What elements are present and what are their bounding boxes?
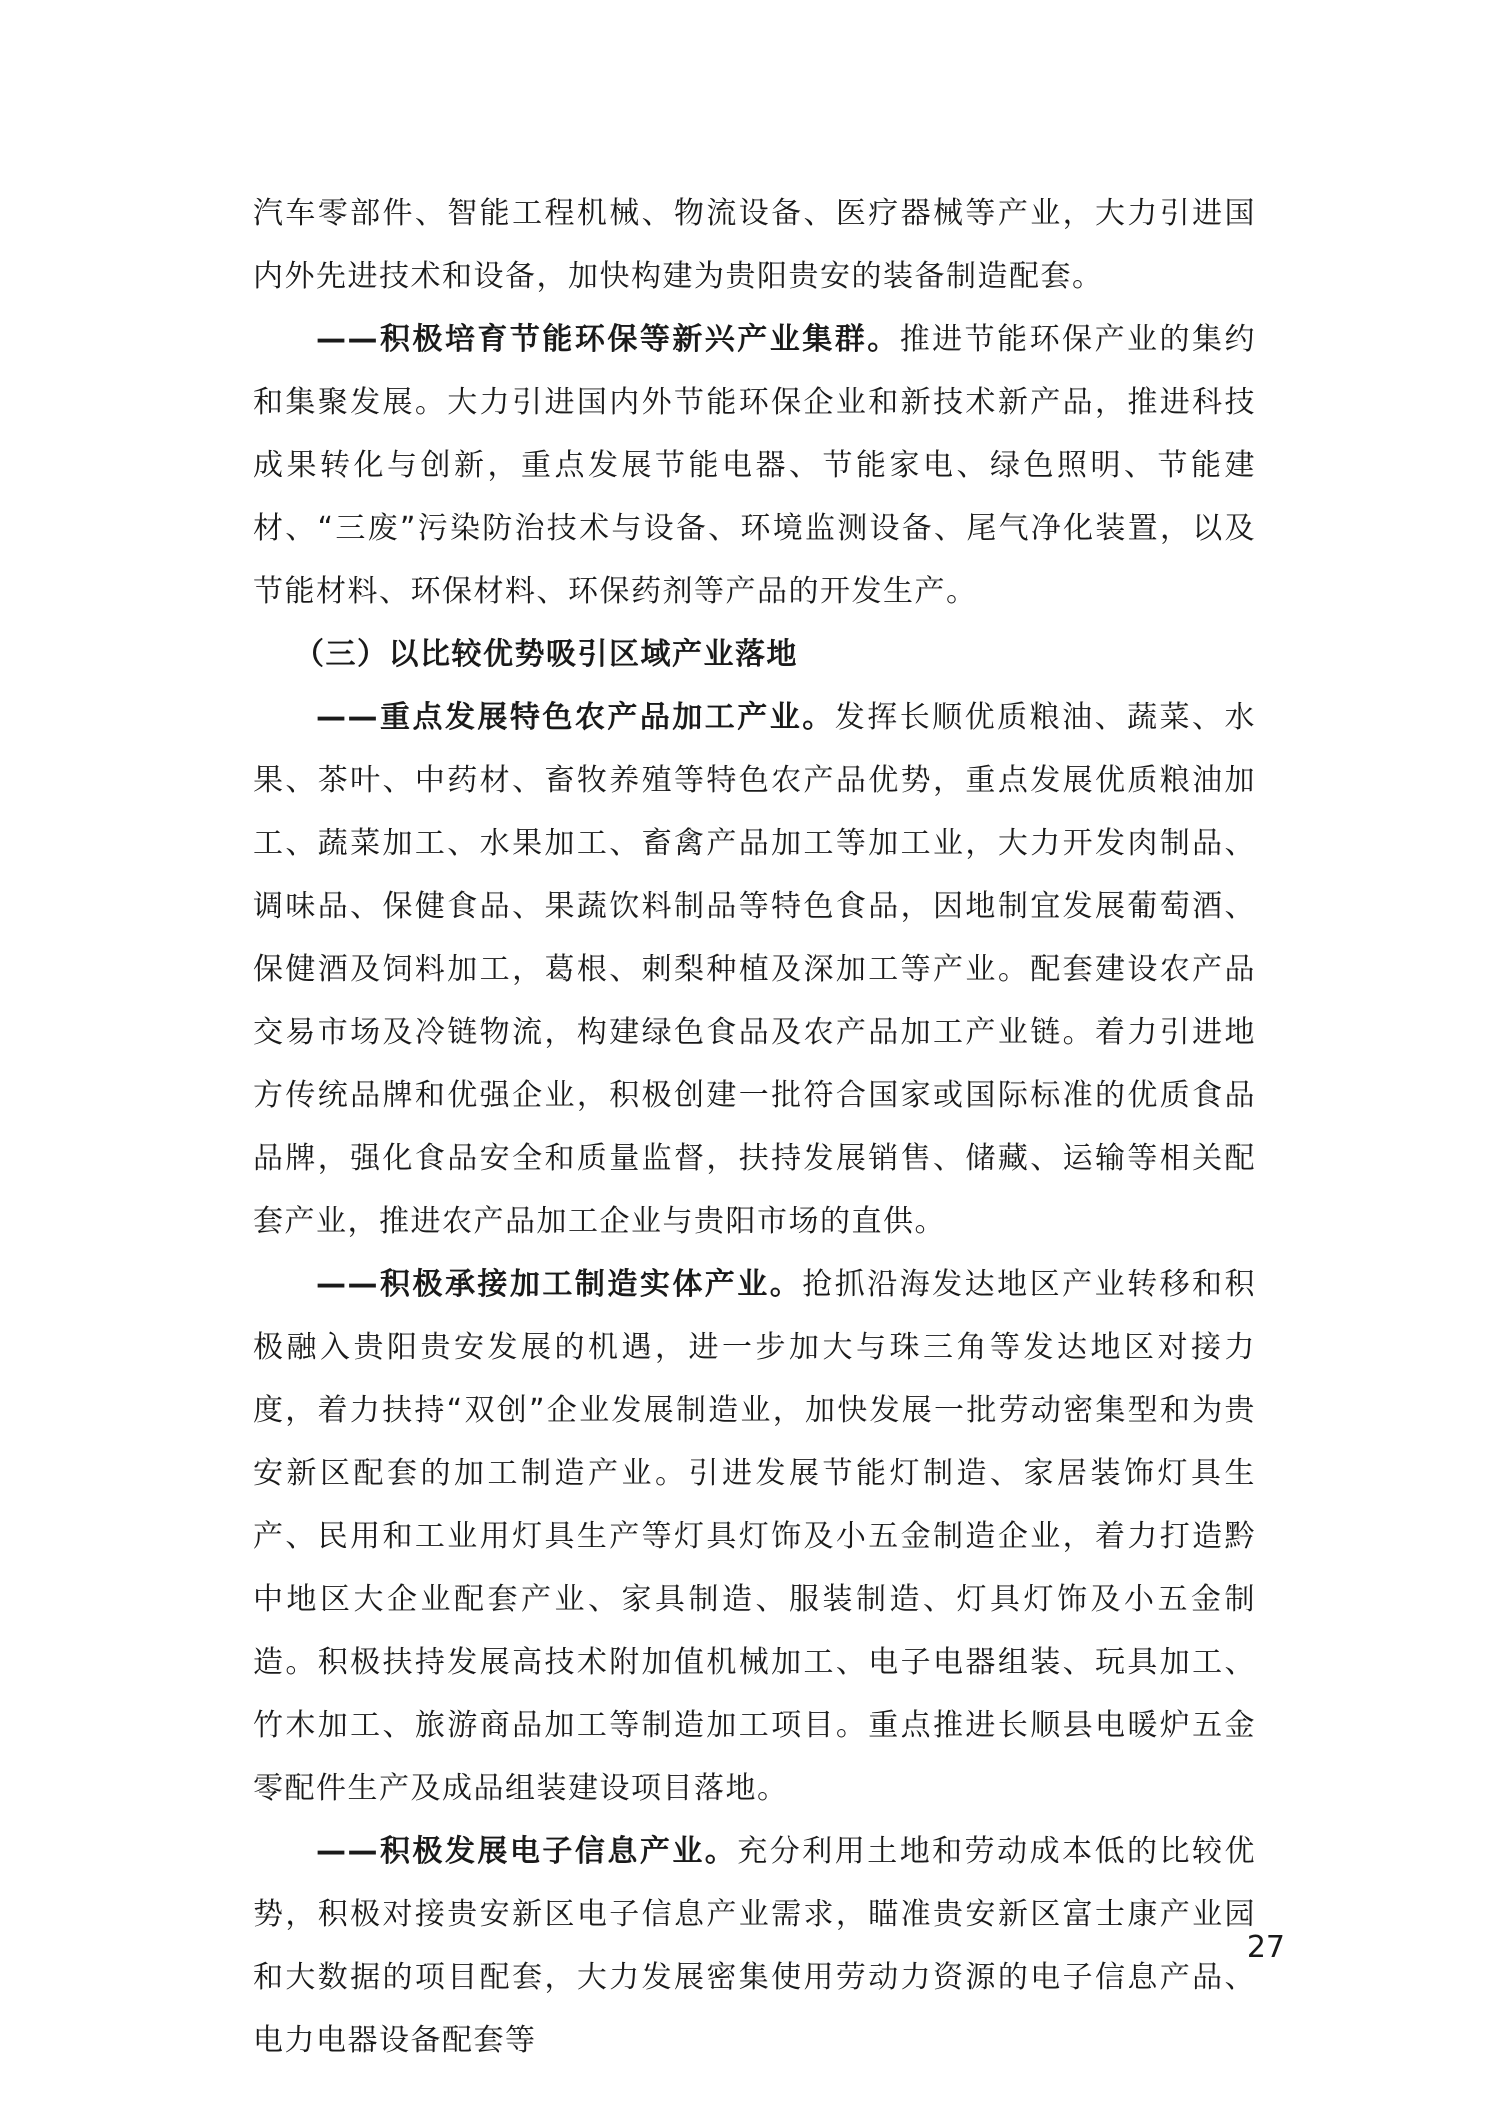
body-text [253, 182, 1256, 2072]
paragraph-continuation [253, 182, 1256, 308]
paragraph-lead: ——积极承接加工制造实体产业。 [316, 1267, 803, 1302]
paragraph-lead: ——重点发展特色农产品加工产业。 [316, 700, 835, 735]
paragraph-text: 汽车零部件、智能工程机械、物流设备、医疗器械等产业，大力引进国内外先进技术和设备，加快构建为贵阳贵安的装备制造配套。 [253, 196, 1256, 294]
paragraph-text: 抢抓沿海发达地区产业转移和积极融入贵阳贵安发展的机遇，进一步加大与珠三角等发达地区对接力度，着力扶持“双创”企业发展制造业，加快发展一批劳动密集型和为贵安新区配套的加工制造产业。引进发展节能灯制造、家居装饰灯具生产、民用和工业用灯具生产等灯具灯饰及小五金制造企业，着力打造黔中地区大企业配套产业、家具制造、服装制造、灯具灯饰及小五金制造。积极扶持发展高技术附加值机械加工、电子电器组装、玩具加工、竹木加工、旅游商品加工等制造加工项目。重点推进长顺县电暖炉五金零配件生产及成品组装建设项目落地。 [253, 1267, 1257, 1806]
paragraph-lead: ——积极培育节能环保等新兴产业集群。 [316, 322, 900, 357]
paragraph-text: 推进节能环保产业的集约和集聚发展。大力引进国内外节能环保企业和新技术新产品，推进科技成果转化与创新，重点发展节能电器、节能家电、绿色照明、节能建材、“三废”污染防治技术与设备、环境监测设备、尾气净化装置，以及节能材料、环保材料、环保药剂等产品的开发生产。 [253, 322, 1257, 609]
paragraph-manufacturing [253, 1253, 1256, 1820]
page-number: 27 [1246, 1930, 1285, 1965]
section-heading-text: （三）以比较优势吸引区域产业落地 [294, 637, 798, 672]
paragraph-agri-processing [253, 686, 1256, 1253]
section-heading [253, 623, 1256, 686]
paragraph-text: 发挥长顺优质粮油、蔬菜、水果、茶叶、中药材、畜牧养殖等特色农产品优势，重点发展优质粮油加工、蔬菜加工、水果加工、畜禽产品加工等加工业，大力开发肉制品、调味品、保健食品、果蔬饮料制品等特色食品，因地制宜发展葡萄酒、保健酒及饲料加工，葛根、刺梨种植及深加工等产业。配套建设农产品交易市场及冷链物流，构建绿色食品及农产品加工产业链。着力引进地方传统品牌和优强企业，积极创建一批符合国家或国际标准的优质食品品牌，强化食品安全和质量监督，扶持发展销售、储藏、运输等相关配套产业，推进农产品加工企业与贵阳市场的直供。 [253, 700, 1257, 1239]
paragraph-electronics [253, 1820, 1256, 2072]
paragraph-text: 充分利用土地和劳动成本低的比较优势，积极对接贵安新区电子信息产业需求，瞄准贵安新区富士康产业园和大数据的项目配套，大力发展密集使用劳动力资源的电子信息产品、电力电器设备配套等 [253, 1834, 1257, 2058]
paragraph-lead: ——积极发展电子信息产业。 [316, 1834, 738, 1869]
paragraph-energy-saving [253, 308, 1256, 623]
